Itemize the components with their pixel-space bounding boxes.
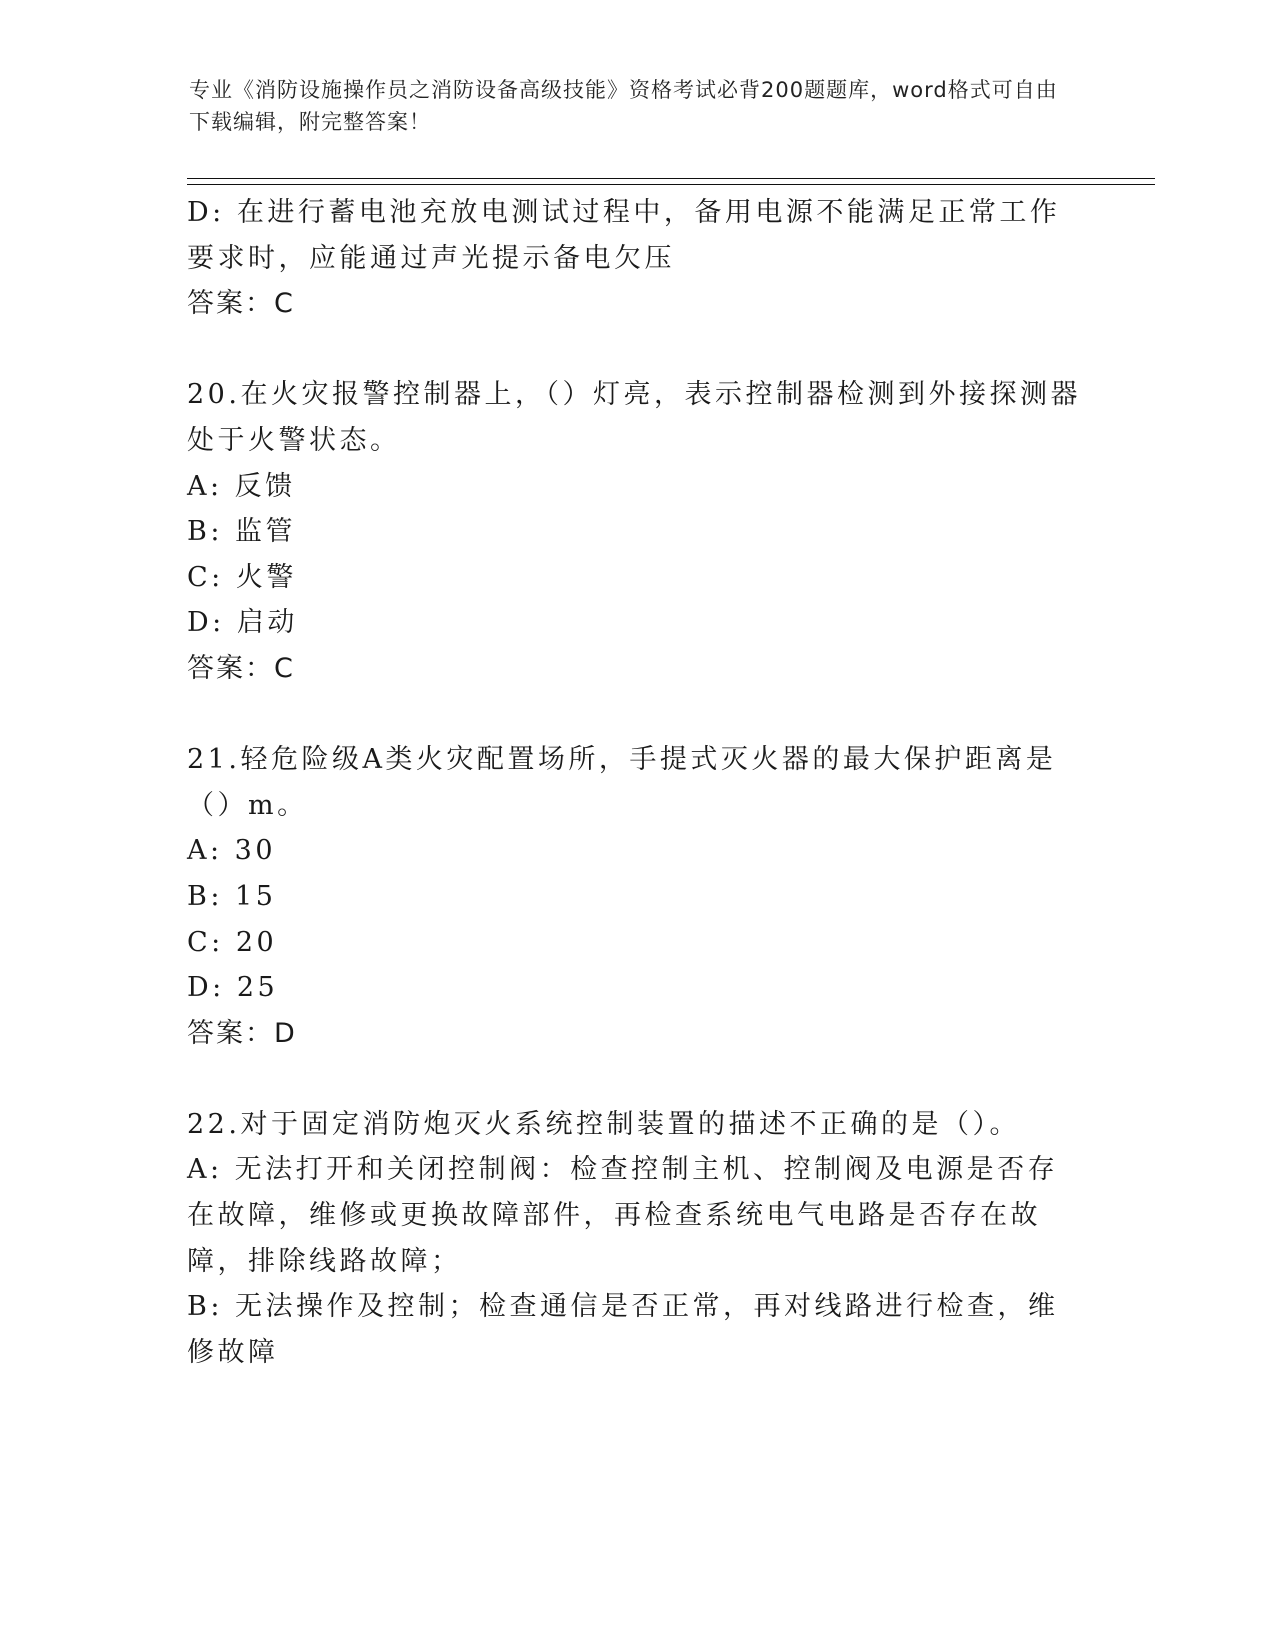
question-20 xyxy=(187,372,1087,691)
option-d: D: 在进行蓄电池充放电测试过程中，备用电源不能满足正常工作要求时，应能通过声光提示备电欠压 xyxy=(187,197,1061,274)
option-c: C: 20 xyxy=(187,926,278,958)
question-22 xyxy=(187,1102,1087,1376)
option-a: A: 30 xyxy=(187,835,277,867)
spacer xyxy=(187,327,1087,373)
question-stem: 21.轻危险级A类火灾配置场所，手提式灭火器的最大保护距离是（）m。 xyxy=(187,744,1057,821)
question-stem: 22.对于固定消防炮灭火系统控制装置的描述不正确的是（）。 xyxy=(187,1108,1020,1140)
question-stem: 20.在火灾报警控制器上，（）灯亮，表示控制器检测到外接探测器处于火警状态。 xyxy=(187,379,1081,456)
header-divider-bottom xyxy=(187,184,1155,185)
spacer xyxy=(187,1056,1087,1102)
answer-line: 答案：D xyxy=(187,1017,297,1049)
option-a: A: 反馈 xyxy=(187,470,296,502)
option-b: B: 监管 xyxy=(187,516,297,548)
question-content xyxy=(187,190,1087,1375)
option-b: B: 15 xyxy=(187,880,277,912)
spacer xyxy=(187,692,1087,738)
question-21 xyxy=(187,737,1087,1056)
document-header: 专业《消防设施操作员之消防设备高级技能》资格考试必背200题题库，word格式可自由下载编辑，附完整答案！ xyxy=(189,78,1058,134)
answer-line: 答案：C xyxy=(187,288,295,320)
question-19-tail xyxy=(187,190,1087,327)
option-b: B: 无法操作及控制；检查通信是否正常，再对线路进行检查，维修故障 xyxy=(187,1291,1059,1368)
option-a: A: 无法打开和关闭控制阀：检查控制主机、控制阀及电源是否存在故障，维修或更换故障部件，再检查系统电气电路是否存在故障，排除线路故障； xyxy=(187,1154,1059,1277)
option-c: C: 火警 xyxy=(187,561,297,593)
option-d: D: 25 xyxy=(187,972,279,1004)
option-d: D: 启动 xyxy=(187,607,298,639)
answer-line: 答案：C xyxy=(187,652,295,684)
header-divider-top xyxy=(187,178,1155,179)
